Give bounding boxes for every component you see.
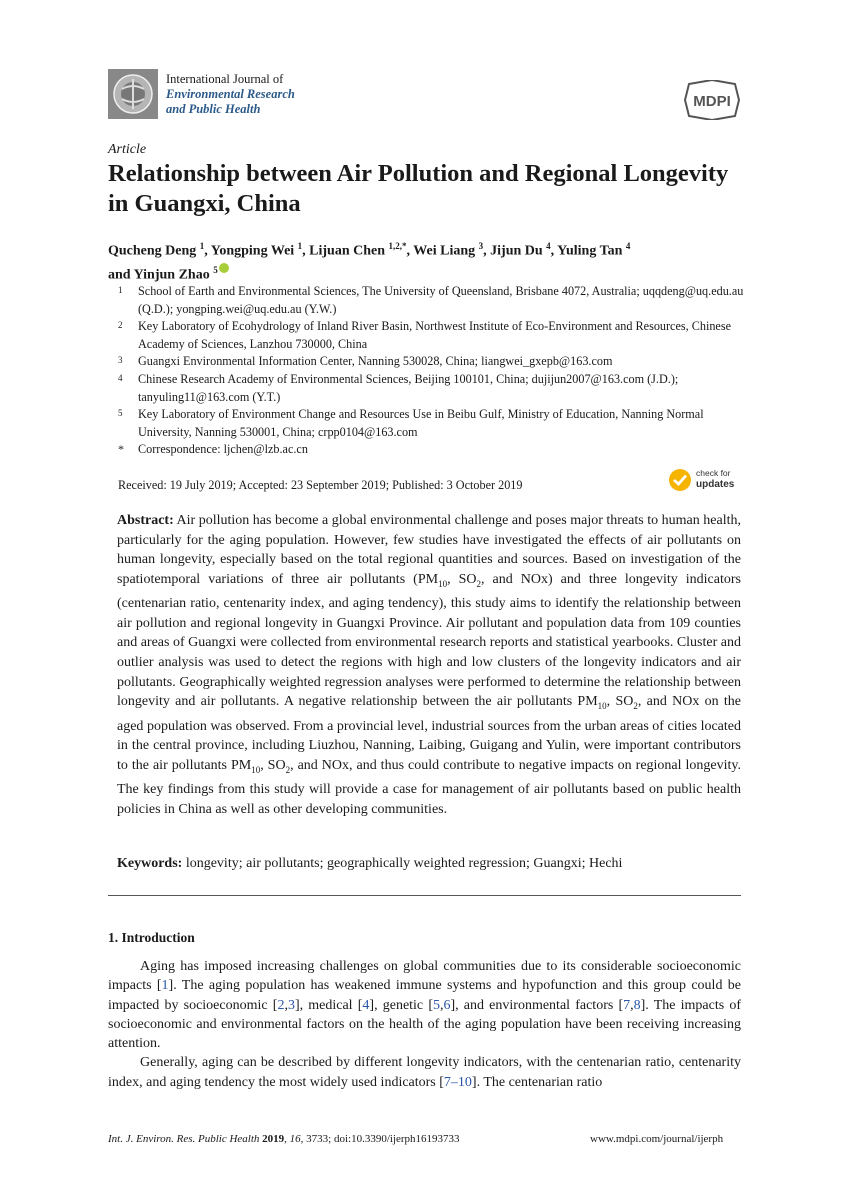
check-for-updates-badge[interactable] [668, 466, 748, 494]
text-run: Aging has imposed increasing challenges on global communities due to its considerable socioeconomic impacts [ [108, 959, 741, 994]
subscript: 10 [597, 700, 607, 711]
subscript: 10 [438, 578, 448, 589]
subscript: 2 [633, 700, 638, 711]
mdpi-logo [681, 80, 743, 120]
text-run: ], medical [ [294, 997, 363, 1013]
check-updates-icon [668, 468, 692, 492]
article-type: Article [108, 142, 147, 157]
abstract-text: , SO [260, 757, 286, 773]
author-affil-sup: 3 [478, 241, 484, 251]
author-name[interactable]: Yongping Wei [210, 243, 295, 259]
text-run: , [630, 997, 634, 1013]
correspondence-text: Correspondence: ljchen@lzb.ac.cn [138, 442, 308, 457]
keywords-label: Keywords: [117, 856, 183, 871]
affiliation-number: 5 [118, 408, 123, 419]
affiliation-item [108, 371, 748, 406]
author-name[interactable]: Lijuan Chen [309, 243, 386, 259]
author-list: Qucheng Deng $^1$, Yongping Wei $^1$, Lijuan Chen $^{1,2,*}$, Wei Liang $^3$, Jijun Du $^4$, Yuling Tan $^4$ and Yinjun Zhao $^5$ [108, 241, 631, 283]
journal-name-line1: International Journal of [166, 72, 284, 86]
author-affil-sup: 5 [213, 264, 218, 275]
publication-dates: Received: 19 July 2019; Accepted: 23 September 2019; Published: 3 October 2019 [118, 478, 523, 492]
affiliation-text: Guangxi Environmental Information Center, Nanning 530028, China; liangwei_gxepb@163.com [138, 354, 613, 369]
article-title: Relationship between Air Pollution and Regional Longevity in Guangxi, China [108, 160, 729, 217]
affiliation-text: School of Earth and Environmental Sciences, The University of Queensland, Brisbane 4072, Australia; uqqdeng@uq.edu.au (Q.D.); yongping.wei@uq.edu.au (Y.W.) [138, 284, 744, 316]
text-run: ]. The impacts of socioeconomic and environmental factors on the health of the aging population have been receiving increasing attention. [108, 997, 741, 1052]
text-run: , [439, 997, 444, 1013]
footer-doi[interactable]: , 3733; doi:10.3390/ijerph16193733 [300, 1133, 460, 1145]
text-run: ], and environmental factors [ [450, 997, 624, 1013]
abstract-text: , and NOx) and three longevity indicators (centenarian ratio, centenarity index, and aging tendency), this study aims to identify the relationship between air pollution and regional longevity in Guangxi Province. Air pollutant and population data from 109 counties and areas of Guangxi were collected from environmental research reports and statistical yearbooks. Cluster and outlier analysis was used to detect the regions with high and low clusters of the longevity indicators and air pollutants. Geographically weighted regression analyses were performed to determine the relationship between longevity and air pollutants. A negative relationship between the air pollutants PM [117, 571, 741, 710]
author-affil-sup: 1 [297, 241, 303, 251]
affiliation-item [108, 283, 748, 318]
affiliation-item [108, 318, 748, 353]
section-divider [108, 895, 741, 896]
author-name[interactable]: Jijun Du [490, 243, 543, 259]
text-run: ]. The aging population has weakened immune systems and hypofunction and this group could be impacted by socioeconomic [ [108, 978, 741, 1013]
abstract [117, 511, 741, 819]
subscript: 2 [285, 764, 291, 775]
affiliation-text: Chinese Research Academy of Environmental Sciences, Beijing 100101, China; dujijun2007@163.com (J.D.); tanyuling11@163.com (Y.T.) [138, 371, 679, 404]
citation-link[interactable]: 2 [277, 997, 285, 1013]
text-run: Generally, aging can be described by different longevity indicators, with the centenarian ratio, centenarity index, and aging tendency the most widely used indicators [ [108, 1055, 741, 1090]
author-affil-sup: 1,2,* [388, 241, 407, 251]
footer-url[interactable]: www.mdpi.com/journal/ijerph [590, 1133, 724, 1145]
footer-volume: 16 [289, 1133, 301, 1145]
paragraph [108, 957, 741, 1053]
affiliation-number: * [118, 442, 124, 457]
citation-link[interactable]: 3 [287, 997, 295, 1013]
author-affil-sup: 4 [546, 241, 551, 251]
keywords [117, 856, 741, 872]
affiliation-number: 3 [118, 355, 123, 366]
introduction-body [108, 957, 741, 1092]
journal-name-line2: Environmental Research [166, 87, 295, 101]
footer-journal: Int. J. Environ. Res. Public Health [108, 1133, 260, 1145]
abstract-text: , SO [606, 694, 634, 710]
abstract-label: Abstract: [117, 513, 174, 528]
author-name[interactable]: Yuling Tan [557, 243, 623, 259]
text-run: ], genetic [ [369, 997, 433, 1013]
author-name[interactable]: Yinjun Zhao [133, 267, 210, 283]
check-updates-line1: check for [696, 468, 731, 478]
subscript: 2 [476, 578, 481, 589]
author-affil-sup: 1 [199, 241, 205, 251]
text-run: ]. The centenarian ratio [471, 1074, 603, 1090]
orcid-icon[interactable] [219, 263, 229, 273]
paragraph [108, 1053, 741, 1092]
text-run: , [284, 997, 288, 1013]
author-name[interactable]: Qucheng Deng [108, 243, 197, 259]
subscript: 10 [251, 764, 261, 775]
journal-name-line3: and Public Health [166, 102, 261, 116]
citation-link[interactable]: 8 [633, 997, 641, 1013]
affiliation-number: 2 [118, 320, 123, 331]
affiliation-item [108, 441, 748, 459]
affiliation-item [108, 406, 748, 441]
mdpi-logo-text: MDPI [693, 93, 731, 110]
affiliation-number: 4 [118, 372, 123, 383]
affiliation-number: 1 [118, 285, 123, 295]
citation-link[interactable]: 10 [457, 1074, 472, 1090]
check-updates-line2: updates [696, 479, 735, 490]
abstract-text: Air pollution has become a global environmental challenge and poses major threats to human health, particularly for the aging population. However, few studies have investigated the effects of air pollutants on human longevity, especially based on the total regional quantities and sources. Based on investigation of the spatiotemporal variations of three air pollutants (PM [117, 513, 741, 587]
citation-link[interactable]: 7 [443, 1074, 451, 1090]
citation-link[interactable]: 4 [362, 997, 370, 1013]
affiliation-text: Key Laboratory of Environment Change and Resources Use in Beibu Gulf, Ministry of Education, Nanning Normal University, Nanning 530001, China; crpp0104@163.com [138, 407, 704, 439]
abstract-text: , SO [447, 571, 477, 587]
abstract-text: , and NOx on the aged population was observed. From a provincial level, industrial sources from the urban areas of cities located in the central province, including Liuzhou, Nanning, Laibing, Guigang and Yulin, were important contributors to the air pollutants PM [117, 694, 741, 773]
journal-name [166, 72, 295, 117]
section-heading: 1. Introduction [108, 930, 195, 945]
abstract-text: , and NOx, and thus could contribute to negative impacts on regional longevity. The key findings from this study will provide a case for management of air pollutants based on public health policies in China as well as other developing communities. [117, 757, 742, 817]
citation-link[interactable]: 7 [623, 997, 631, 1013]
citation-link[interactable]: 1 [161, 978, 169, 994]
citation-link[interactable]: 5 [432, 997, 440, 1013]
affiliation-text: Key Laboratory of Ecohydrology of Inland River Basin, Northwest Institute of Eco-Environment and Resources, Chinese Academy of Sciences, Lanzhou 730000, China [138, 319, 731, 351]
citation-dash: – [450, 1074, 458, 1090]
author-name[interactable]: Wei Liang [413, 243, 476, 259]
footer-year: 2019 [262, 1133, 285, 1145]
journal-logo [108, 69, 158, 119]
affiliation-item [108, 353, 748, 371]
affiliations [108, 283, 748, 459]
citation-link[interactable]: 6 [443, 997, 451, 1013]
footer-citation: Int. J. Environ. Res. Public Health 2019, 16, 3733; doi:10.3390/ijerph16193733 [108, 1133, 460, 1145]
author-affil-sup: 4 [625, 241, 631, 251]
keywords-text: longevity; air pollutants; geographically weighted regression; Guangxi; Hechi [182, 856, 623, 871]
